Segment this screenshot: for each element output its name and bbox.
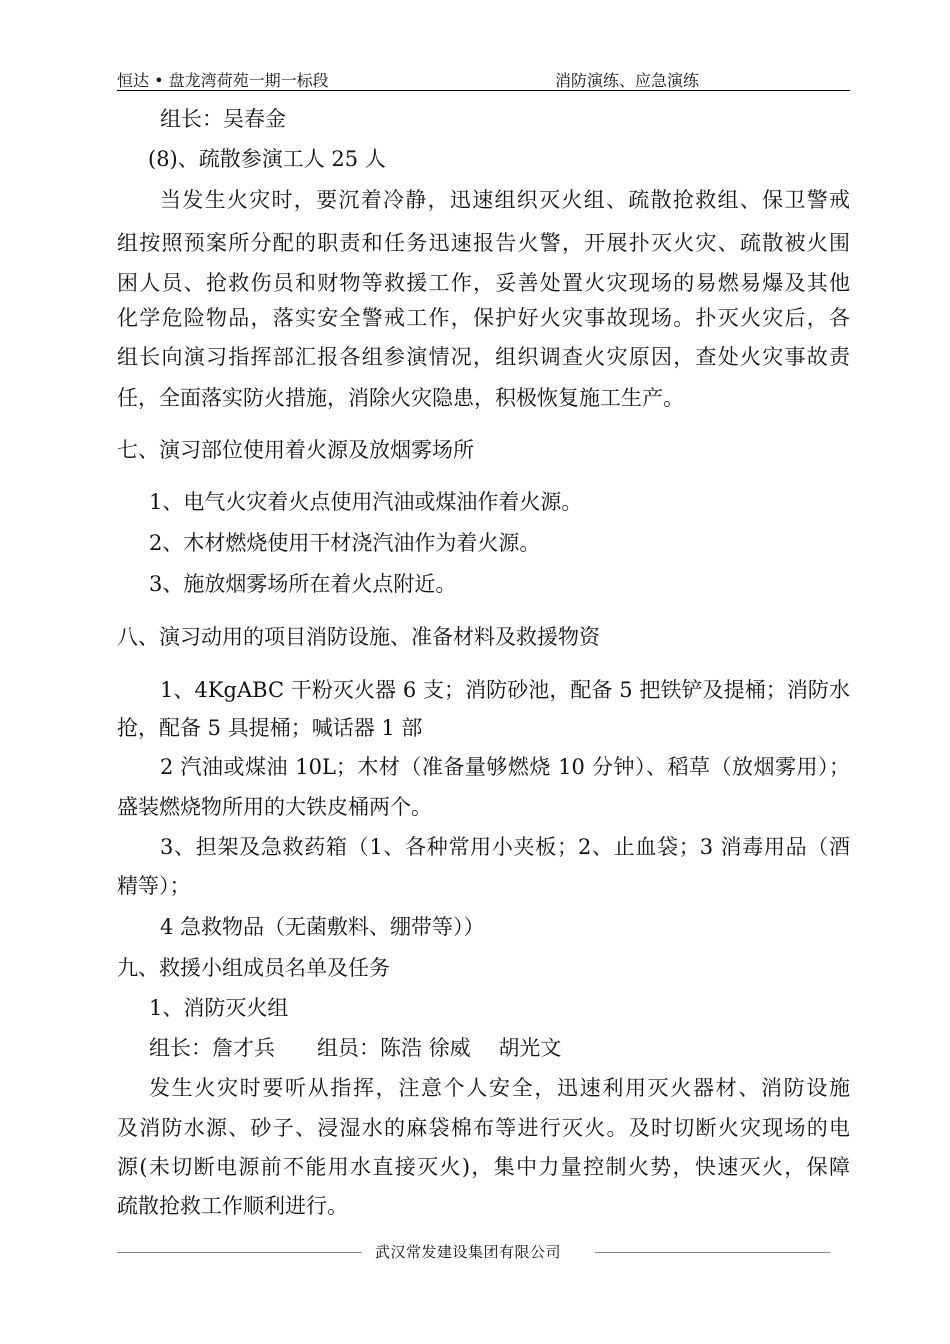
paragraph-line: 困人员、抢救伤员和财物等救援工作，妥善处置火灾现场的易燃易爆及其他 xyxy=(117,271,850,295)
list-item: 2、木材燃烧使用干材浇汽油作为着火源。 xyxy=(149,531,541,555)
list-item: 1、4KgABC 干粉灭火器 6 支；消防砂池，配备 5 把铁铲及提桶；消防水 xyxy=(160,678,850,702)
list-item: 1、电气火灾着火点使用汽油或煤油作着火源。 xyxy=(149,490,583,514)
text-line: 组长：吴春金 xyxy=(160,107,286,131)
paragraph-line: 化学危险物品，落实安全警戒工作，保护好火灾事故现场。扑灭火灾后，各 xyxy=(117,306,850,330)
footer-company-name: 武汉常发建设集团有限公司 xyxy=(375,1243,562,1261)
section-heading: 七、演习部位使用着火源及放烟雾场所 xyxy=(117,438,474,462)
footer-rule-right xyxy=(595,1252,830,1253)
paragraph-line: 任，全面落实防火措施，消除火灾隐患，积极恢复施工生产。 xyxy=(117,386,684,410)
page-footer xyxy=(117,1240,850,1264)
section-heading: 九、救援小组成员名单及任务 xyxy=(117,956,390,980)
page-header xyxy=(117,62,850,91)
list-item: 3、担架及急救药箱（1、各种常用小夹板；2、止血袋；3 消毒用品（酒 xyxy=(160,835,850,859)
paragraph-line: 组按照预案所分配的职责和任务迅速报告火警，开展扑灭火灾、疏散被火围 xyxy=(117,231,850,255)
list-item-continued: 精等）； xyxy=(117,874,191,898)
member-list: 组长：詹才兵 组员：陈浩 徐威 胡光文 xyxy=(149,1036,562,1060)
text-line: (8)、疏散参演工人 25 人 xyxy=(148,147,386,171)
list-item: 1、消防灭火组 xyxy=(149,996,289,1020)
list-item: 4 急救物品（无菌敷料、绷带等）） xyxy=(160,915,485,939)
paragraph-line: 疏散抢救工作顺利进行。 xyxy=(117,1194,348,1218)
list-item-continued: 抢，配备 5 具提桶；喊话器 1 部 xyxy=(117,716,423,740)
list-item-continued: 盛装燃烧物所用的大铁皮桶两个。 xyxy=(117,795,432,819)
footer-rule-left xyxy=(117,1252,362,1253)
paragraph-line: 源(未切断电源前不能用水直接灭火)，集中力量控制火势，快速灭火，保障 xyxy=(117,1155,850,1179)
paragraph-line: 当发生火灾时，要沉着冷静，迅速组织灭火组、疏散抢救组、保卫警戒 xyxy=(160,188,850,212)
paragraph-line: 发生火灾时要听从指挥，注意个人安全，迅速利用灭火器材、消防设施 xyxy=(149,1076,850,1100)
section-heading: 八、演习动用的项目消防设施、准备材料及救援物资 xyxy=(117,625,600,649)
header-project-title: 恒达 • 盘龙湾荷苑一期一标段 xyxy=(117,71,329,90)
list-item: 2 汽油或煤油 10L；木材（准备量够燃烧 10 分钟）、稻草（放烟雾用）； xyxy=(160,755,850,779)
paragraph-line: 组长向演习指挥部汇报各组参演情况，组织调查火灾原因，查处火灾事故责 xyxy=(117,345,850,369)
header-section-title: 消防演练、应急演练 xyxy=(555,71,700,90)
list-item: 3、施放烟雾场所在着火点附近。 xyxy=(149,572,457,596)
paragraph-line: 及消防水源、砂子、浸湿水的麻袋棉布等进行灭火。及时切断火灾现场的电 xyxy=(117,1116,850,1140)
